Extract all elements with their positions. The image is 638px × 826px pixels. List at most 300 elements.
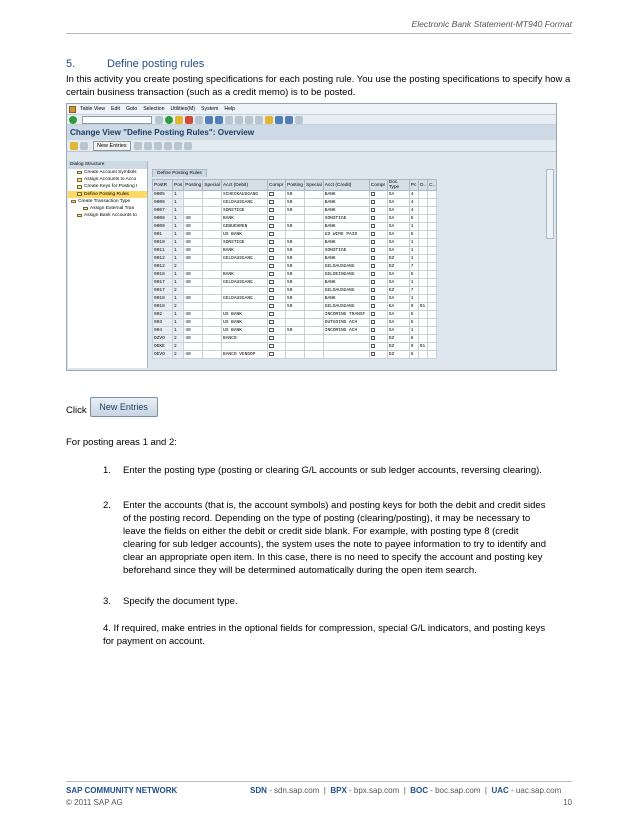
table-row[interactable] xyxy=(153,239,437,247)
table-cell[interactable]: 50 xyxy=(286,255,305,263)
sap-menu-item[interactable]: Selection xyxy=(143,106,165,112)
sap-menu-item[interactable]: Edit xyxy=(111,106,120,112)
table-cell[interactable]: DZ xyxy=(387,263,409,271)
compression-checkbox[interactable] xyxy=(269,280,274,285)
grid-column-header[interactable]: Acct (Credit) xyxy=(323,180,369,191)
sap-menu-item[interactable]: Goto xyxy=(125,106,138,112)
table-cell[interactable] xyxy=(418,351,427,359)
table-cell[interactable] xyxy=(203,295,222,303)
table-cell[interactable]: DZ xyxy=(387,335,409,343)
table-cell[interactable]: GELDEINGANG xyxy=(323,271,369,279)
table-cell[interactable] xyxy=(203,271,222,279)
table-cell[interactable]: GEBUEHREN xyxy=(222,223,268,231)
table-cell[interactable] xyxy=(428,199,437,207)
compression-checkbox[interactable] xyxy=(371,232,376,237)
table-cell[interactable] xyxy=(428,295,437,303)
table-cell[interactable] xyxy=(203,247,222,255)
table-cell[interactable] xyxy=(184,287,203,295)
table-cell[interactable] xyxy=(286,335,305,343)
table-cell[interactable] xyxy=(428,279,437,287)
other-entry-icon[interactable] xyxy=(80,142,88,150)
table-cell[interactable] xyxy=(286,215,305,223)
table-cell[interactable]: SA xyxy=(387,199,409,207)
table-cell[interactable] xyxy=(305,191,324,199)
table-cell[interactable] xyxy=(222,263,268,271)
dialog-tree-item[interactable] xyxy=(68,183,147,190)
table-row[interactable] xyxy=(153,223,437,231)
find-icon[interactable] xyxy=(205,116,213,124)
compression-checkbox[interactable] xyxy=(371,296,376,301)
table-row[interactable] xyxy=(153,287,437,295)
table-cell[interactable]: US BANK xyxy=(222,231,268,239)
compression-checkbox[interactable] xyxy=(269,344,274,349)
table-cell[interactable]: 40 xyxy=(184,239,203,247)
compression-checkbox[interactable] xyxy=(269,272,274,277)
table-cell[interactable] xyxy=(222,287,268,295)
table-cell[interactable] xyxy=(428,327,437,335)
table-cell[interactable] xyxy=(418,239,427,247)
table-cell[interactable] xyxy=(323,343,369,351)
table-cell[interactable] xyxy=(418,319,427,327)
table-cell[interactable] xyxy=(286,231,305,239)
table-cell[interactable]: 40 xyxy=(184,223,203,231)
compression-checkbox[interactable] xyxy=(371,224,376,229)
copy-icon[interactable] xyxy=(134,142,142,150)
save-icon[interactable] xyxy=(155,116,163,124)
table-cell[interactable]: BANCO xyxy=(222,335,268,343)
grid-column-header[interactable]: Acct (Debit) xyxy=(222,180,268,191)
table-cell[interactable]: 9 xyxy=(409,303,418,311)
table-cell[interactable]: BANK xyxy=(222,215,268,223)
table-cell[interactable] xyxy=(428,247,437,255)
compression-checkbox[interactable] xyxy=(371,328,376,333)
table-row[interactable] xyxy=(153,303,437,311)
table-cell[interactable] xyxy=(428,231,437,239)
table-cell[interactable]: 5 xyxy=(409,311,418,319)
grid-column-header[interactable]: Posting xyxy=(286,180,305,191)
table-cell[interactable]: 50 xyxy=(286,303,305,311)
table-cell[interactable]: GELDAUSGANG xyxy=(222,199,268,207)
table-cell[interactable]: SA xyxy=(387,279,409,287)
compression-checkbox[interactable] xyxy=(269,336,274,341)
table-row[interactable] xyxy=(153,327,437,335)
table-cell[interactable] xyxy=(418,215,427,223)
table-row[interactable] xyxy=(153,207,437,215)
grid-column-header[interactable]: Doc. Type xyxy=(387,180,409,191)
table-cell[interactable] xyxy=(203,287,222,295)
table-cell[interactable]: SONSTIGE xyxy=(323,215,369,223)
compression-checkbox[interactable] xyxy=(371,192,376,197)
table-cell[interactable]: US BANK xyxy=(222,311,268,319)
table-cell[interactable]: SONSTIGE xyxy=(222,239,268,247)
table-cell[interactable] xyxy=(428,215,437,223)
table-cell[interactable] xyxy=(305,279,324,287)
table-cell[interactable] xyxy=(428,191,437,199)
table-cell[interactable]: BANK xyxy=(323,279,369,287)
table-cell[interactable] xyxy=(428,351,437,359)
undo-icon[interactable] xyxy=(154,142,162,150)
table-cell[interactable] xyxy=(305,319,324,327)
table-cell[interactable] xyxy=(203,191,222,199)
compression-checkbox[interactable] xyxy=(371,240,376,245)
table-cell[interactable] xyxy=(428,343,437,351)
cancel-icon[interactable] xyxy=(185,116,193,124)
table-cell[interactable]: 5 xyxy=(409,319,418,327)
dialog-tree-item[interactable] xyxy=(68,169,147,176)
table-cell[interactable] xyxy=(418,279,427,287)
table-cell[interactable]: US BANK xyxy=(222,319,268,327)
table-cell[interactable] xyxy=(428,255,437,263)
compression-checkbox[interactable] xyxy=(269,264,274,269)
table-row[interactable] xyxy=(153,199,437,207)
table-cell[interactable]: 5 xyxy=(409,271,418,279)
table-cell[interactable]: 01 xyxy=(418,303,427,311)
sap-menu-item[interactable]: Table View xyxy=(80,106,105,112)
table-cell[interactable]: SONSTIGE xyxy=(222,207,268,215)
table-cell[interactable]: 5 xyxy=(409,215,418,223)
table-cell[interactable]: 5 xyxy=(409,231,418,239)
table-cell[interactable] xyxy=(428,239,437,247)
table-cell[interactable]: BANK xyxy=(323,207,369,215)
table-cell[interactable] xyxy=(203,343,222,351)
compression-checkbox[interactable] xyxy=(371,288,376,293)
table-cell[interactable]: GELDAUSGANG xyxy=(323,303,369,311)
table-cell[interactable]: SA xyxy=(387,319,409,327)
table-cell[interactable] xyxy=(184,303,203,311)
table-cell[interactable]: BANK xyxy=(323,239,369,247)
table-cell[interactable] xyxy=(203,223,222,231)
table-cell[interactable]: BANCO VENDOP xyxy=(222,351,268,359)
table-cell[interactable]: BANK xyxy=(323,223,369,231)
table-cell[interactable]: 7 xyxy=(409,263,418,271)
grid-column-header[interactable]: Special xyxy=(203,180,222,191)
table-row[interactable] xyxy=(153,263,437,271)
table-cell[interactable]: SONSTIGE xyxy=(323,247,369,255)
table-cell[interactable] xyxy=(428,207,437,215)
table-cell[interactable]: 50 xyxy=(286,191,305,199)
table-cell[interactable]: 50 xyxy=(286,247,305,255)
table-cell[interactable]: SA xyxy=(387,311,409,319)
table-cell[interactable] xyxy=(286,319,305,327)
grid-column-header[interactable]: Special xyxy=(305,180,324,191)
footer-link-boc[interactable]: boc.sap.com xyxy=(435,786,481,795)
table-cell[interactable] xyxy=(418,263,427,271)
table-cell[interactable]: 8 xyxy=(409,351,418,359)
table-cell[interactable]: INCOMING ACH xyxy=(323,327,369,335)
table-cell[interactable]: SA xyxy=(387,231,409,239)
grid-column-header[interactable]: PostR xyxy=(153,180,173,191)
compression-checkbox[interactable] xyxy=(371,248,376,253)
table-cell[interactable]: 40 xyxy=(184,255,203,263)
grid-column-header[interactable]: C.. xyxy=(428,180,437,191)
table-cell[interactable] xyxy=(305,223,324,231)
table-cell[interactable]: GELDAUSGANG xyxy=(222,295,268,303)
table-cell[interactable] xyxy=(203,319,222,327)
table-cell[interactable]: BANK xyxy=(222,271,268,279)
footer-link-bpx[interactable]: bpx.sap.com xyxy=(353,786,400,795)
table-cell[interactable] xyxy=(418,223,427,231)
table-cell[interactable]: 1 xyxy=(409,327,418,335)
table-cell[interactable] xyxy=(286,311,305,319)
table-row[interactable] xyxy=(153,271,437,279)
layout-icon[interactable] xyxy=(295,116,303,124)
table-cell[interactable] xyxy=(203,207,222,215)
table-cell[interactable]: DZ xyxy=(387,343,409,351)
compression-checkbox[interactable] xyxy=(371,344,376,349)
table-cell[interactable]: SCHECKAUSGANG xyxy=(222,191,268,199)
table-cell[interactable]: 40 xyxy=(184,319,203,327)
table-cell[interactable] xyxy=(305,295,324,303)
table-cell[interactable]: DZ xyxy=(387,351,409,359)
compression-checkbox[interactable] xyxy=(269,248,274,253)
table-cell[interactable]: DZ xyxy=(387,255,409,263)
table-cell[interactable] xyxy=(203,279,222,287)
table-row[interactable] xyxy=(153,343,437,351)
table-cell[interactable]: 50 xyxy=(286,271,305,279)
grid-column-header[interactable]: Pos xyxy=(173,180,184,191)
compression-checkbox[interactable] xyxy=(371,256,376,261)
table-cell[interactable] xyxy=(203,351,222,359)
compression-checkbox[interactable] xyxy=(269,328,274,333)
compression-checkbox[interactable] xyxy=(269,256,274,261)
table-cell[interactable]: SA xyxy=(387,223,409,231)
compression-checkbox[interactable] xyxy=(371,320,376,325)
compression-checkbox[interactable] xyxy=(371,312,376,317)
grid-column-header[interactable]: Compr xyxy=(268,180,286,191)
table-cell[interactable]: 01 xyxy=(418,343,427,351)
table-cell[interactable] xyxy=(203,263,222,271)
first-page-icon[interactable] xyxy=(225,116,233,124)
table-row[interactable] xyxy=(153,247,437,255)
next-page-icon[interactable] xyxy=(245,116,253,124)
table-cell[interactable] xyxy=(305,247,324,255)
delete-icon[interactable] xyxy=(144,142,152,150)
table-cell[interactable] xyxy=(428,263,437,271)
table-cell[interactable]: 40 xyxy=(184,271,203,279)
table-cell[interactable]: 40 xyxy=(184,279,203,287)
table-row[interactable] xyxy=(153,311,437,319)
sap-menu-item[interactable]: System xyxy=(201,106,219,112)
compression-checkbox[interactable] xyxy=(269,240,274,245)
table-cell[interactable]: 50 xyxy=(286,239,305,247)
grid-scrollbar[interactable] xyxy=(546,169,554,239)
table-cell[interactable]: GELDAUSGANG xyxy=(222,279,268,287)
compression-checkbox[interactable] xyxy=(371,304,376,309)
table-cell[interactable] xyxy=(418,287,427,295)
table-cell[interactable]: 1 xyxy=(409,279,418,287)
table-cell[interactable]: 40 xyxy=(184,335,203,343)
table-cell[interactable] xyxy=(428,223,437,231)
table-cell[interactable] xyxy=(323,335,369,343)
table-cell[interactable] xyxy=(428,271,437,279)
table-cell[interactable] xyxy=(222,303,268,311)
table-cell[interactable]: INCOMING TRANSF xyxy=(323,311,369,319)
dialog-tree-item[interactable] xyxy=(68,176,147,183)
table-cell[interactable] xyxy=(418,327,427,335)
table-cell[interactable]: 1 xyxy=(409,295,418,303)
sap-menu-item[interactable]: Utilities(M) xyxy=(170,106,196,112)
compression-checkbox[interactable] xyxy=(371,352,376,357)
table-cell[interactable]: 40 xyxy=(184,311,203,319)
table-cell[interactable] xyxy=(305,303,324,311)
table-cell[interactable] xyxy=(305,335,324,343)
table-row[interactable] xyxy=(153,319,437,327)
table-cell[interactable] xyxy=(428,287,437,295)
table-cell[interactable] xyxy=(428,335,437,343)
table-cell[interactable] xyxy=(428,319,437,327)
table-cell[interactable]: BANK xyxy=(222,247,268,255)
table-cell[interactable] xyxy=(418,335,427,343)
compression-checkbox[interactable] xyxy=(371,264,376,269)
table-cell[interactable]: 40 xyxy=(184,247,203,255)
dialog-tree-item[interactable] xyxy=(68,205,147,212)
table-cell[interactable]: 7 xyxy=(409,287,418,295)
table-cell[interactable]: 50 xyxy=(286,327,305,335)
table-cell[interactable] xyxy=(184,207,203,215)
table-cell[interactable] xyxy=(418,311,427,319)
table-cell[interactable] xyxy=(428,311,437,319)
table-cell[interactable]: 50 xyxy=(286,279,305,287)
grid-column-header[interactable]: Posting xyxy=(184,180,203,191)
table-cell[interactable] xyxy=(305,255,324,263)
table-cell[interactable]: 40 xyxy=(184,351,203,359)
compression-checkbox[interactable] xyxy=(269,352,274,357)
table-cell[interactable]: 1 xyxy=(409,239,418,247)
table-cell[interactable] xyxy=(305,215,324,223)
compression-checkbox[interactable] xyxy=(371,280,376,285)
table-cell[interactable]: BANK xyxy=(323,255,369,263)
table-cell[interactable]: BANK xyxy=(323,295,369,303)
compression-checkbox[interactable] xyxy=(371,336,376,341)
table-row[interactable] xyxy=(153,215,437,223)
table-cell[interactable]: GELDAUSGANG xyxy=(222,255,268,263)
table-cell[interactable]: 40 xyxy=(184,327,203,335)
dialog-tree-item[interactable] xyxy=(68,191,147,198)
table-cell[interactable]: 4 xyxy=(409,191,418,199)
table-row[interactable] xyxy=(153,231,437,239)
table-cell[interactable] xyxy=(203,255,222,263)
new-entries-button[interactable]: New Entries xyxy=(93,141,131,151)
enter-icon[interactable] xyxy=(69,116,77,124)
table-cell[interactable] xyxy=(418,231,427,239)
table-cell[interactable] xyxy=(305,351,324,359)
table-cell[interactable]: SA xyxy=(387,239,409,247)
table-cell[interactable]: 40 xyxy=(184,215,203,223)
compression-checkbox[interactable] xyxy=(371,208,376,213)
sap-menu-item[interactable]: Help xyxy=(224,106,236,112)
table-cell[interactable] xyxy=(203,303,222,311)
compression-checkbox[interactable] xyxy=(269,208,274,213)
table-row[interactable] xyxy=(153,255,437,263)
table-cell[interactable] xyxy=(305,311,324,319)
compression-checkbox[interactable] xyxy=(371,272,376,277)
compression-checkbox[interactable] xyxy=(371,200,376,205)
deselect-all-icon[interactable] xyxy=(184,142,192,150)
table-cell[interactable] xyxy=(323,351,369,359)
table-cell[interactable] xyxy=(305,231,324,239)
table-cell[interactable]: 4 xyxy=(409,199,418,207)
table-cell[interactable] xyxy=(184,343,203,351)
help-icon[interactable] xyxy=(285,116,293,124)
compression-checkbox[interactable] xyxy=(269,288,274,293)
table-cell[interactable]: 50 xyxy=(286,223,305,231)
table-cell[interactable] xyxy=(184,263,203,271)
table-cell[interactable]: 50 xyxy=(286,287,305,295)
table-cell[interactable] xyxy=(203,239,222,247)
table-cell[interactable]: GELDAUSGANG xyxy=(323,263,369,271)
table-cell[interactable] xyxy=(203,335,222,343)
display-change-icon[interactable] xyxy=(70,142,78,150)
table-cell[interactable] xyxy=(418,207,427,215)
table-cell[interactable]: GELDAUSGANG xyxy=(323,287,369,295)
table-cell[interactable] xyxy=(418,247,427,255)
table-row[interactable] xyxy=(153,191,437,199)
new-session-icon[interactable] xyxy=(265,116,273,124)
table-cell[interactable] xyxy=(203,311,222,319)
table-cell[interactable]: 40 xyxy=(184,295,203,303)
compression-checkbox[interactable] xyxy=(269,232,274,237)
select-block-icon[interactable] xyxy=(174,142,182,150)
table-cell[interactable] xyxy=(203,199,222,207)
table-cell[interactable]: 1 xyxy=(409,223,418,231)
table-cell[interactable] xyxy=(184,199,203,207)
table-cell[interactable] xyxy=(203,327,222,335)
table-cell[interactable]: BANK xyxy=(323,199,369,207)
table-cell[interactable]: SA xyxy=(387,271,409,279)
footer-link-uac[interactable]: uac.sap.com xyxy=(515,786,562,795)
table-cell[interactable]: 1 xyxy=(409,255,418,263)
table-row[interactable] xyxy=(153,335,437,343)
table-cell[interactable]: SA xyxy=(387,295,409,303)
compression-checkbox[interactable] xyxy=(371,216,376,221)
table-cell[interactable] xyxy=(305,271,324,279)
back-icon[interactable] xyxy=(165,116,173,124)
dialog-tree-item[interactable] xyxy=(68,212,147,219)
table-cell[interactable] xyxy=(305,287,324,295)
table-cell[interactable] xyxy=(305,343,324,351)
table-row[interactable] xyxy=(153,295,437,303)
table-cell[interactable] xyxy=(305,207,324,215)
table-cell[interactable] xyxy=(203,231,222,239)
table-cell[interactable] xyxy=(418,199,427,207)
table-cell[interactable]: SA xyxy=(387,327,409,335)
table-cell[interactable]: SA xyxy=(387,247,409,255)
dialog-tree-item[interactable] xyxy=(68,198,147,205)
table-cell[interactable]: OUTGOING ACH xyxy=(323,319,369,327)
table-cell[interactable] xyxy=(305,327,324,335)
table-cell[interactable]: 4 xyxy=(409,207,418,215)
table-cell[interactable] xyxy=(286,351,305,359)
table-cell[interactable] xyxy=(428,303,437,311)
table-cell[interactable]: 50 xyxy=(286,263,305,271)
compression-checkbox[interactable] xyxy=(269,296,274,301)
compression-checkbox[interactable] xyxy=(269,200,274,205)
table-cell[interactable] xyxy=(286,343,305,351)
command-field[interactable] xyxy=(82,116,152,124)
table-cell[interactable] xyxy=(305,239,324,247)
table-cell[interactable] xyxy=(305,199,324,207)
table-cell[interactable] xyxy=(222,343,268,351)
table-cell[interactable]: KA xyxy=(387,303,409,311)
select-all-icon[interactable] xyxy=(164,142,172,150)
table-cell[interactable]: 50 xyxy=(286,199,305,207)
compression-checkbox[interactable] xyxy=(269,304,274,309)
compression-checkbox[interactable] xyxy=(269,312,274,317)
grid-column-header[interactable]: Compr xyxy=(369,180,387,191)
table-cell[interactable]: US WIRE PAID xyxy=(323,231,369,239)
grid-column-header[interactable]: O.. xyxy=(418,180,427,191)
compression-checkbox[interactable] xyxy=(269,192,274,197)
